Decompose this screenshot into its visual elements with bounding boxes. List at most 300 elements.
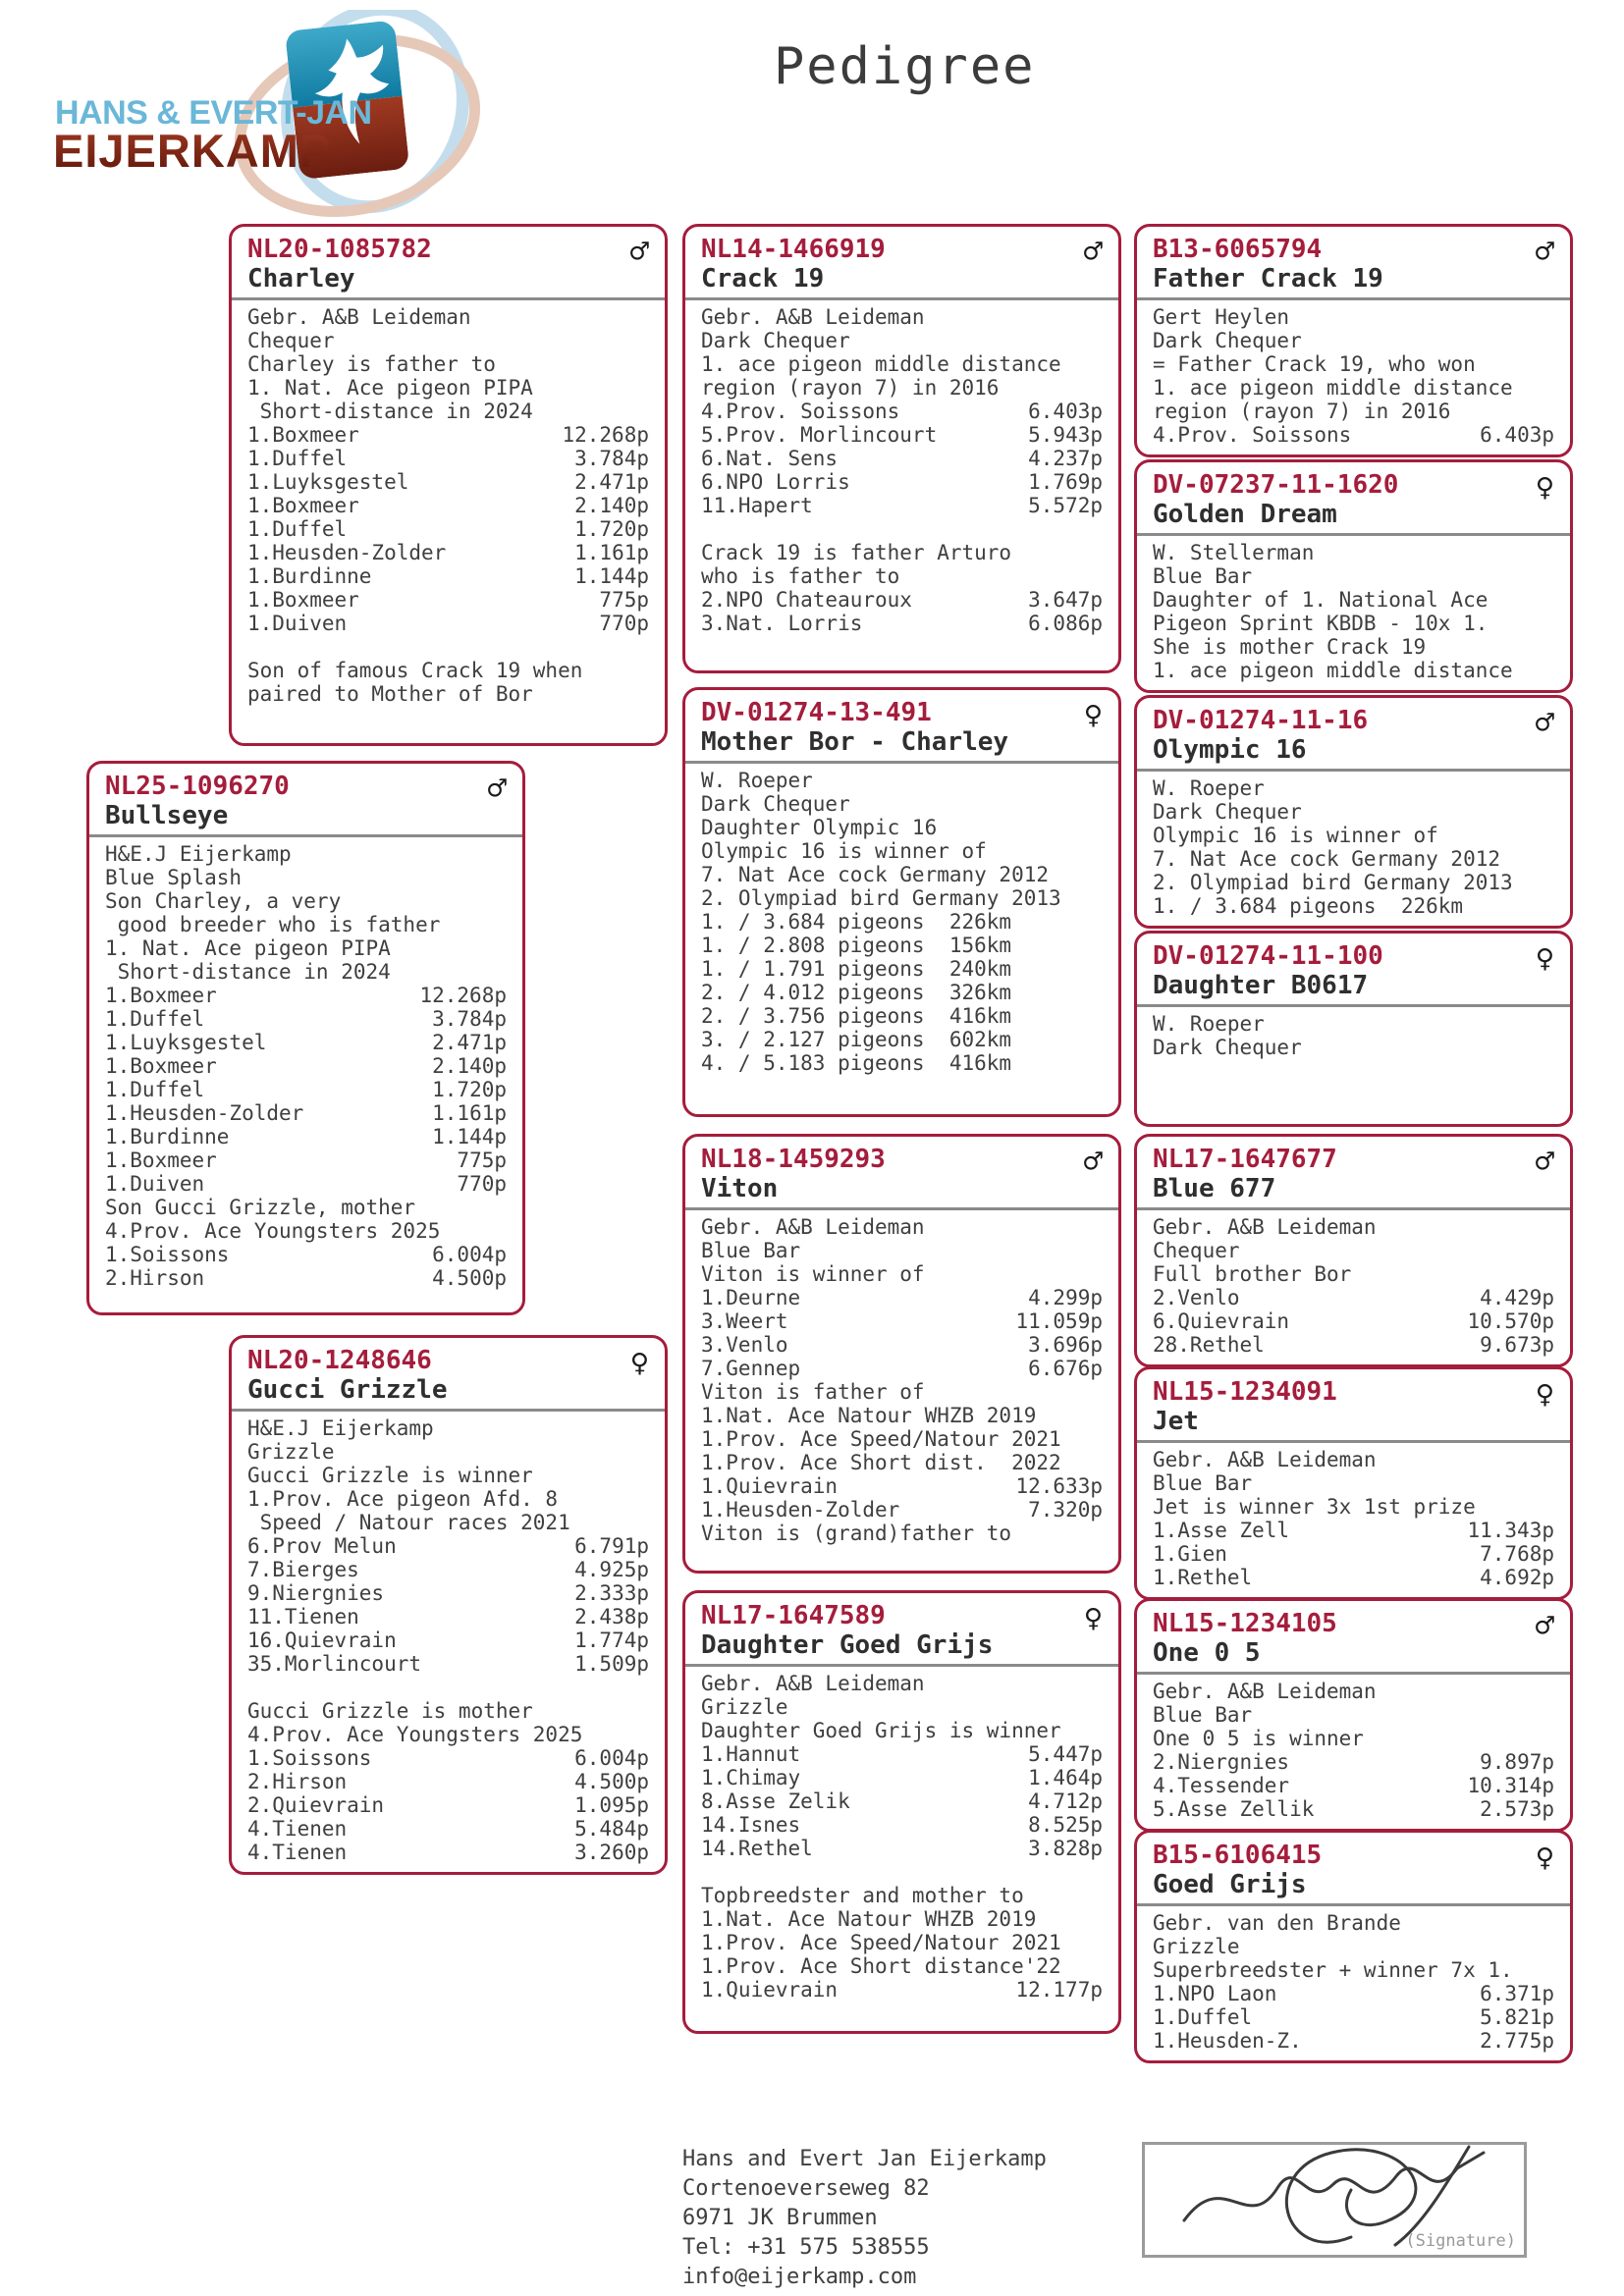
result-value: 1.161p (432, 1101, 507, 1125)
result-row (1153, 1774, 1554, 1797)
text-line: Son Gucci Grizzle, mother (105, 1196, 416, 1219)
text-line: Gucci Grizzle is mother (247, 1699, 533, 1723)
result-row (247, 1605, 649, 1629)
box-header (1137, 462, 1570, 533)
result-value: 1.769p (1028, 470, 1103, 494)
signature-label: (Signature) (1405, 2231, 1516, 2251)
bird-name: Bullseye (105, 801, 229, 830)
text-line: paired to Mother of Bor (247, 682, 533, 706)
result-row (1153, 423, 1554, 447)
text-line: = Father Crack 19, who won (1153, 352, 1476, 376)
result-value: 2.573p (1480, 1797, 1554, 1821)
text-line: 7. Nat Ace cock Germany 2012 (1153, 847, 1501, 871)
box-header (1137, 934, 1570, 1004)
text-line: Son Charley, a very (105, 889, 342, 913)
male-icon: ♂ (1083, 1143, 1103, 1180)
ring-number: NL18-1459293 (701, 1145, 886, 1174)
result-row (247, 1746, 649, 1770)
text-line: Dark Chequer (701, 792, 850, 816)
result-value: 1.144p (432, 1125, 507, 1148)
text-line: 1.Nat. Ace Natour WHZB 2019 (701, 1404, 1037, 1427)
bird-name: Charley (247, 264, 355, 294)
result-row (1153, 1750, 1554, 1774)
bird-name: Jet (1153, 1407, 1199, 1436)
result-row (247, 612, 649, 635)
pedigree-box-goed_grijs (1134, 1830, 1573, 2063)
text-line: Blue Bar (1153, 564, 1253, 588)
result-label: 1.Rethel (1153, 1566, 1253, 1589)
ring-number: NL14-1466919 (701, 235, 886, 264)
result-row (105, 984, 507, 1007)
bird-name: Golden Dream (1153, 500, 1337, 529)
text-line: Blue Bar (701, 1239, 801, 1262)
page-title: Pedigree (774, 37, 1036, 96)
result-value: 6.403p (1028, 400, 1103, 423)
female-icon: ♀ (1083, 1599, 1103, 1636)
result-label: 16.Quievrain (247, 1629, 397, 1652)
result-label: 14.Isnes (701, 1813, 801, 1837)
bird-name: Olympic 16 (1153, 735, 1307, 765)
text-line: who is father to (701, 564, 900, 588)
pedigree-box-gucci (229, 1335, 668, 1875)
result-value: 4.500p (574, 1770, 649, 1793)
result-row (701, 423, 1103, 447)
result-value: 5.447p (1028, 1742, 1103, 1766)
result-row (1153, 1333, 1554, 1357)
logo-line1: HANS & EVERT-JAN (55, 94, 372, 132)
result-row (105, 1101, 507, 1125)
result-label: 1.Burdinne (105, 1125, 230, 1148)
result-label: 14.Rethel (701, 1837, 813, 1860)
result-label: 2.Hirson (105, 1266, 205, 1290)
bird-name: Goed Grijs (1153, 1870, 1307, 1899)
pedigree-box-charley (229, 224, 668, 746)
result-row (1153, 1542, 1554, 1566)
result-value: 5.572p (1028, 494, 1103, 517)
text-line: 4. / 5.183 pigeons 416km (701, 1051, 1012, 1075)
text-line: Olympic 16 is winner of (1153, 824, 1438, 847)
result-value: 3.696p (1028, 1333, 1103, 1357)
result-row (1153, 1566, 1554, 1589)
pedigree-box-golden_dream (1134, 459, 1573, 693)
result-value: 770p (599, 612, 649, 635)
result-label: 5.Prov. Morlincourt (701, 423, 938, 447)
result-value: 6.004p (432, 1243, 507, 1266)
text-line: Dark Chequer (701, 329, 850, 352)
bird-name: Mother Bor - Charley (701, 727, 1009, 757)
box-header (1137, 1601, 1570, 1672)
box-body (685, 300, 1118, 643)
result-label: 5.Asse Zellik (1153, 1797, 1315, 1821)
result-row (701, 470, 1103, 494)
result-row (105, 1078, 507, 1101)
box-body (1137, 772, 1570, 926)
result-row (247, 470, 649, 494)
result-value: 2.471p (432, 1031, 507, 1054)
text-line: H&E.J Eijerkamp (247, 1416, 434, 1440)
text-line: Dark Chequer (1153, 329, 1302, 352)
result-row (701, 1789, 1103, 1813)
result-label: 2.Quievrain (247, 1793, 385, 1817)
box-header (1137, 1369, 1570, 1440)
text-line: Viton is (grand)father to (701, 1522, 1012, 1545)
text-line: Olympic 16 is winner of (701, 839, 987, 863)
result-row (105, 1148, 507, 1172)
result-row (247, 423, 649, 447)
text-line: 1. / 3.684 pigeons 226km (701, 910, 1012, 934)
text-line: Short-distance in 2024 (247, 400, 533, 423)
ring-number: NL15-1234105 (1153, 1609, 1337, 1638)
result-value: 5.821p (1480, 2005, 1554, 2029)
result-label: 1.Duiven (247, 612, 348, 635)
text-line: Daughter of 1. National Ace (1153, 588, 1489, 612)
result-label: 1.Duffel (105, 1007, 205, 1031)
result-label: 6.Nat. Sens (701, 447, 839, 470)
result-value: 6.086p (1028, 612, 1103, 635)
result-label: 3.Weert (701, 1309, 788, 1333)
result-value: 4.712p (1028, 1789, 1103, 1813)
result-value: 6.676p (1028, 1357, 1103, 1380)
text-line: 1. ace pigeon middle distance (701, 352, 1061, 376)
result-value: 1.161p (574, 541, 649, 564)
result-value: 5.943p (1028, 423, 1103, 447)
result-row (701, 1333, 1103, 1357)
text-line: Chequer (1153, 1239, 1240, 1262)
result-value: 10.314p (1467, 1774, 1554, 1797)
result-label: 1.Boxmeer (105, 984, 217, 1007)
text-line: 1. ace pigeon middle distance (1153, 659, 1513, 682)
result-row (247, 1558, 649, 1581)
result-row (1153, 1797, 1554, 1821)
pedigree-box-mother_bor (682, 687, 1121, 1117)
result-value: 1.464p (1028, 1766, 1103, 1789)
box-header (685, 1137, 1118, 1207)
result-row (105, 1031, 507, 1054)
box-body (232, 1412, 665, 1872)
result-value: 8.525p (1028, 1813, 1103, 1837)
result-row (1153, 1309, 1554, 1333)
bird-name: Father Crack 19 (1153, 264, 1383, 294)
result-label: 1.Heusden-Z. (1153, 2029, 1302, 2053)
text-line: Grizzle (701, 1695, 788, 1719)
text-line: Gert Heylen (1153, 305, 1290, 329)
result-label: 1.Luyksgestel (105, 1031, 267, 1054)
bird-name: Gucci Grizzle (247, 1375, 448, 1405)
female-icon: ♀ (1535, 1839, 1554, 1876)
result-row (701, 612, 1103, 635)
text-line: 1.Prov. Ace pigeon Afd. 8 (247, 1487, 559, 1511)
result-label: 7.Gennep (701, 1357, 801, 1380)
result-row (701, 1742, 1103, 1766)
result-row (701, 447, 1103, 470)
text-line: 2. Olympiad bird Germany 2013 (701, 886, 1061, 910)
ring-number: NL20-1248646 (247, 1346, 432, 1375)
text-line: Charley is father to (247, 352, 496, 376)
result-value: 1.509p (574, 1652, 649, 1676)
result-row (247, 447, 649, 470)
result-label: 6.Quievrain (1153, 1309, 1290, 1333)
result-row (701, 1837, 1103, 1860)
result-label: 1.Burdinne (247, 564, 372, 588)
text-line: region (rayon 7) in 2016 (1153, 400, 1451, 423)
result-value: 12.633p (1015, 1474, 1103, 1498)
text-line: 2. Olympiad bird Germany 2013 (1153, 871, 1513, 894)
female-icon: ♀ (629, 1344, 649, 1381)
result-value: 5.484p (574, 1817, 649, 1841)
result-label: 1.Boxmeer (105, 1148, 217, 1172)
text-line: Chequer (247, 329, 335, 352)
text-line: Short-distance in 2024 (105, 960, 391, 984)
box-header (685, 227, 1118, 297)
result-label: 3.Nat. Lorris (701, 612, 863, 635)
result-row (247, 564, 649, 588)
female-icon: ♀ (1535, 1375, 1554, 1413)
text-line: Viton is father of (701, 1380, 925, 1404)
text-line: Superbreedster + winner 7x 1. (1153, 1958, 1513, 1982)
result-label: 1.Boxmeer (247, 588, 359, 612)
pedigree-box-viton (682, 1134, 1121, 1574)
result-label: 1.Duiven (105, 1172, 205, 1196)
result-label: 1.Duffel (247, 517, 348, 541)
result-value: 10.570p (1467, 1309, 1554, 1333)
result-row (701, 1357, 1103, 1380)
result-row (247, 1581, 649, 1605)
box-body (89, 837, 522, 1298)
result-value: 2.140p (432, 1054, 507, 1078)
bird-name: Crack 19 (701, 264, 825, 294)
text-line: 1. / 3.684 pigeons 226km (1153, 894, 1464, 918)
result-row (1153, 2029, 1554, 2053)
result-value: 6.371p (1480, 1982, 1554, 2005)
result-label: 1.Soissons (105, 1243, 230, 1266)
result-value: 4.925p (574, 1558, 649, 1581)
text-line: 4.Prov. Ace Youngsters 2025 (105, 1219, 441, 1243)
result-label: 1.Duffel (105, 1078, 205, 1101)
result-value: 9.673p (1480, 1333, 1554, 1357)
box-body (232, 300, 665, 714)
result-row (247, 1770, 649, 1793)
result-row (247, 494, 649, 517)
result-value: 3.784p (432, 1007, 507, 1031)
result-row (701, 1813, 1103, 1837)
result-value: 1.144p (574, 564, 649, 588)
result-value: 6.004p (574, 1746, 649, 1770)
male-icon: ♂ (1535, 1607, 1554, 1644)
result-label: 1.Boxmeer (247, 494, 359, 517)
result-value: 12.268p (419, 984, 507, 1007)
result-row (247, 541, 649, 564)
text-line: Blue Splash (105, 866, 243, 889)
result-value: 3.828p (1028, 1837, 1103, 1860)
result-value: 4.500p (432, 1266, 507, 1290)
ring-number: DV-07237-11-1620 (1153, 470, 1399, 500)
result-label: 1.Hannut (701, 1742, 801, 1766)
footer (682, 2145, 1047, 2292)
text-line: Gebr. van den Brande (1153, 1911, 1401, 1935)
male-icon: ♂ (1535, 704, 1554, 741)
ring-number: B13-6065794 (1153, 235, 1323, 264)
text-line: W. Roeper (701, 769, 813, 792)
ring-number: DV-01274-11-100 (1153, 941, 1383, 971)
result-label: 1.Quievrain (701, 1474, 839, 1498)
result-value: 1.720p (574, 517, 649, 541)
ring-number: DV-01274-13-491 (701, 698, 932, 727)
text-line: 1.Nat. Ace Natour WHZB 2019 (701, 1907, 1037, 1931)
footer-line: Cortenoeverseweg 82 (682, 2176, 930, 2201)
text-line: One 0 5 is winner (1153, 1727, 1364, 1750)
ring-number: NL20-1085782 (247, 235, 432, 264)
footer-line: Tel: +31 575 538555 (682, 2235, 930, 2260)
result-label: 4.Prov. Soissons (1153, 423, 1352, 447)
result-label: 6.Prov Melun (247, 1534, 397, 1558)
male-icon: ♂ (1535, 233, 1554, 270)
result-value: 12.177p (1015, 1978, 1103, 2002)
result-row (247, 1534, 649, 1558)
result-label: 7.Bierges (247, 1558, 359, 1581)
result-row (701, 1766, 1103, 1789)
result-label: 1.NPO Laon (1153, 1982, 1277, 2005)
result-value: 3.784p (574, 447, 649, 470)
result-row (247, 588, 649, 612)
result-row (247, 1652, 649, 1676)
result-value: 11.343p (1467, 1519, 1554, 1542)
box-header (89, 764, 522, 834)
box-body (1137, 536, 1570, 690)
result-row (105, 1007, 507, 1031)
text-line: 1. / 1.791 pigeons 240km (701, 957, 1012, 981)
text-line (247, 635, 649, 659)
pedigree-box-father_crack19 (1134, 224, 1573, 457)
result-value: 4.299p (1028, 1286, 1103, 1309)
pedigree-box-d_goed_grijs (682, 1590, 1121, 2034)
result-row (701, 1498, 1103, 1522)
result-row (701, 1474, 1103, 1498)
result-label: 2.NPO Chateauroux (701, 588, 912, 612)
result-value: 6.403p (1480, 423, 1554, 447)
text-line: 3. / 2.127 pigeons 602km (701, 1028, 1012, 1051)
ring-number: B15-6106415 (1153, 1841, 1323, 1870)
result-label: 9.Niergnies (247, 1581, 385, 1605)
result-label: 1.Heusden-Zolder (105, 1101, 304, 1125)
text-line (701, 1860, 1103, 1884)
text-line: Gebr. A&B Leideman (1153, 1448, 1377, 1471)
female-icon: ♀ (1535, 939, 1554, 977)
box-body (1137, 1906, 1570, 2060)
result-label: 1.Deurne (701, 1286, 801, 1309)
result-row (1153, 2005, 1554, 2029)
result-row (1153, 1982, 1554, 2005)
result-label: 1.Asse Zell (1153, 1519, 1290, 1542)
text-line: 1.Prov. Ace Speed/Natour 2021 (701, 1931, 1061, 1954)
text-line: Dark Chequer (1153, 800, 1302, 824)
text-line: Daughter Olympic 16 (701, 816, 938, 839)
result-label: 28.Rethel (1153, 1333, 1265, 1357)
footer-line: Hans and Evert Jan Eijerkamp (682, 2147, 1047, 2171)
result-row (247, 1793, 649, 1817)
result-label: 2.Hirson (247, 1770, 348, 1793)
box-body (685, 1210, 1118, 1553)
male-icon: ♂ (629, 233, 649, 270)
text-line: Gebr. A&B Leideman (701, 1672, 925, 1695)
box-body (685, 1667, 1118, 2009)
result-label: 1.Chimay (701, 1766, 801, 1789)
result-row (105, 1243, 507, 1266)
result-label: 1.Boxmeer (247, 423, 359, 447)
result-label: 1.Heusden-Zolder (247, 541, 447, 564)
result-row (1153, 1286, 1554, 1309)
result-value: 2.471p (574, 470, 649, 494)
box-header (685, 1593, 1118, 1664)
text-line: Blue Bar (1153, 1471, 1253, 1495)
result-value: 775p (599, 588, 649, 612)
text-line (247, 1676, 649, 1699)
result-label: 11.Tienen (247, 1605, 359, 1629)
text-line: 1.Prov. Ace Speed/Natour 2021 (701, 1427, 1061, 1451)
text-line: W. Roeper (1153, 1012, 1265, 1036)
box-body (1137, 1210, 1570, 1364)
box-header (1137, 1833, 1570, 1903)
text-line: Crack 19 is father Arturo (701, 541, 1012, 564)
result-value: 11.059p (1015, 1309, 1103, 1333)
result-row (105, 1125, 507, 1148)
result-value: 9.897p (1480, 1750, 1554, 1774)
result-label: 1.Luyksgestel (247, 470, 409, 494)
text-line: H&E.J Eijerkamp (105, 842, 292, 866)
result-label: 2.Niergnies (1153, 1750, 1290, 1774)
pedigree-box-one05 (1134, 1598, 1573, 1832)
text-line: 1.Prov. Ace Short dist. 2022 (701, 1451, 1061, 1474)
result-label: 3.Venlo (701, 1333, 788, 1357)
signature-box (1142, 2142, 1527, 2258)
box-body (1137, 300, 1570, 454)
text-line: Grizzle (1153, 1935, 1240, 1958)
text-line: Grizzle (247, 1440, 335, 1464)
result-value: 2.333p (574, 1581, 649, 1605)
male-icon: ♂ (1535, 1143, 1554, 1180)
text-line: W. Stellerman (1153, 541, 1315, 564)
box-header (685, 690, 1118, 761)
result-label: 1.Heusden-Zolder (701, 1498, 900, 1522)
box-body (1137, 1007, 1570, 1067)
bird-name: Daughter B0617 (1153, 971, 1369, 1000)
result-row (247, 1841, 649, 1864)
result-row (1153, 1519, 1554, 1542)
text-line: 1. / 2.808 pigeons 156km (701, 934, 1012, 957)
text-line: She is mother Crack 19 (1153, 635, 1427, 659)
result-row (701, 588, 1103, 612)
result-row (701, 494, 1103, 517)
text-line: region (rayon 7) in 2016 (701, 376, 1000, 400)
result-value: 4.237p (1028, 447, 1103, 470)
text-line: Son of famous Crack 19 when (247, 659, 583, 682)
box-header (1137, 227, 1570, 297)
text-line: W. Roeper (1153, 776, 1265, 800)
result-label: 4.Prov. Soissons (701, 400, 900, 423)
text-line: good breeder who is father (105, 913, 441, 936)
box-header (1137, 1137, 1570, 1207)
result-label: 4.Tienen (247, 1841, 348, 1864)
text-line: Speed / Natour races 2021 (247, 1511, 570, 1534)
result-label: 4.Tienen (247, 1817, 348, 1841)
text-line: Dark Chequer (1153, 1036, 1302, 1059)
box-body (1137, 1443, 1570, 1597)
result-value: 4.429p (1480, 1286, 1554, 1309)
ring-number: NL15-1234091 (1153, 1377, 1337, 1407)
result-value: 2.438p (574, 1605, 649, 1629)
result-row (247, 1629, 649, 1652)
result-label: 2.Venlo (1153, 1286, 1240, 1309)
female-icon: ♀ (1535, 468, 1554, 506)
